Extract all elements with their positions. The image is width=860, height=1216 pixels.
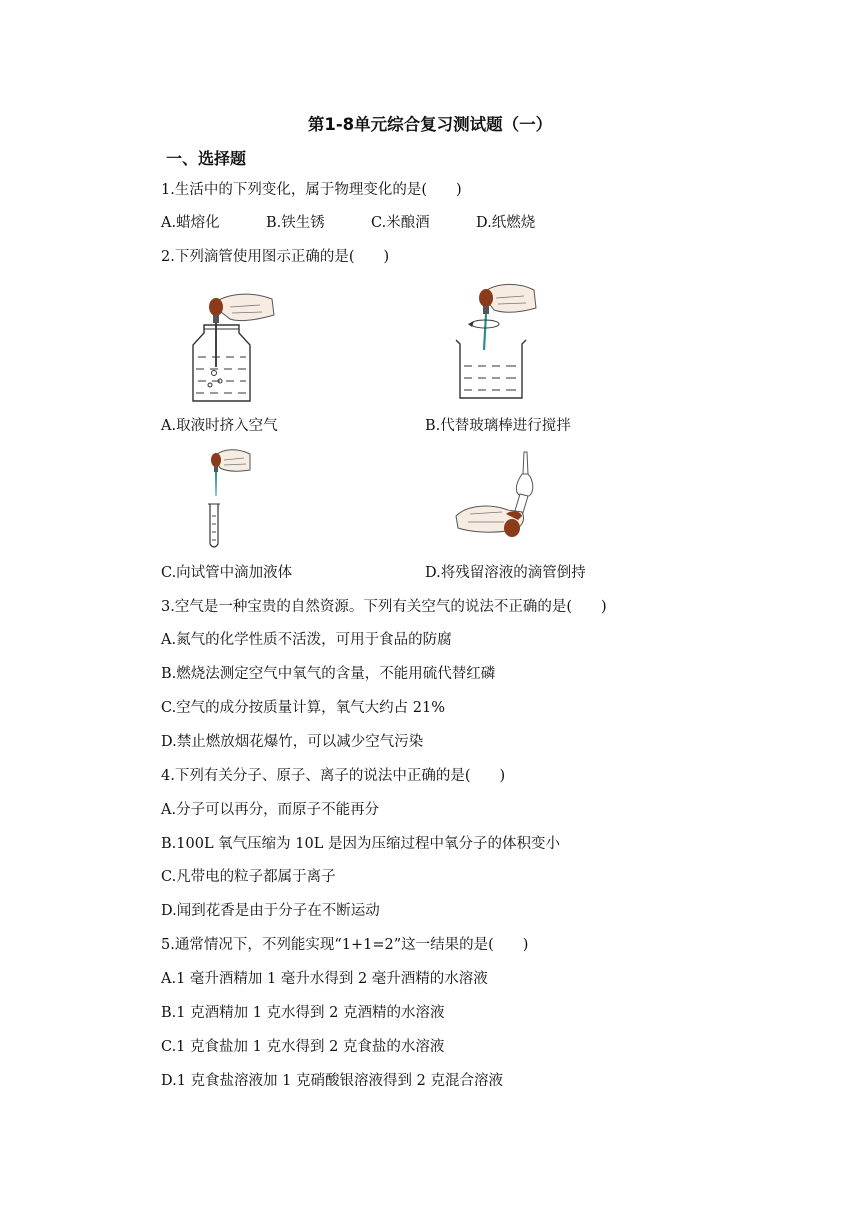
q4-option-c: C.凡带电的粒子都属于离子 (161, 869, 336, 885)
q5-option-b: B.1 克酒精加 1 克水得到 2 克酒精的水溶液 (161, 1005, 445, 1021)
figure-b-dropper-stirring (450, 280, 540, 402)
q5-option-a: A.1 毫升酒精加 1 毫升水得到 2 毫升酒精的水溶液 (161, 971, 488, 987)
figure-d-caption: D.将残留溶液的滴管倒持 (425, 565, 586, 581)
q4-option-a: A.分子可以再分，而原子不能再分 (161, 802, 380, 818)
section-heading: 一、选择题 (166, 149, 247, 168)
q5-option-d: D.1 克食盐溶液加 1 克硝酸银溶液得到 2 克混合溶液 (161, 1073, 503, 1089)
figure-b-caption: B.代替玻璃棒进行搅拌 (425, 418, 571, 434)
q3-option-d: D.禁止燃放烟花爆竹，可以减少空气污染 (161, 734, 424, 750)
figure-a-dropper-in-bottle (190, 285, 280, 405)
page-title: 第1-8单元综合复习测试题（一） (307, 115, 553, 134)
q3-option-b: B.燃烧法测定空气中氧气的含量，不能用硫代替红磷 (161, 666, 496, 682)
q1-option-a: A.蜡熔化 (161, 215, 220, 231)
question-5-stem: 5.通常情况下，不列能实现“1+1=2”这一结果的是( ) (161, 937, 529, 953)
q1-option-c: C.米酿酒 (371, 215, 430, 231)
q5-option-c: C.1 克食盐加 1 克水得到 2 克食盐的水溶液 (161, 1039, 445, 1055)
question-1-stem: 1.生活中的下列变化，属于物理变化的是( ) (161, 182, 462, 198)
q1-option-b: B.铁生锈 (266, 215, 325, 231)
figure-d-dropper-inverted (452, 448, 548, 552)
question-3-stem: 3.空气是一种宝贵的自然资源。下列有关空气的说法不正确的是( ) (161, 599, 607, 615)
q1-option-d: D.纸燃烧 (476, 215, 536, 231)
question-4-stem: 4.下列有关分子、原子、离子的说法中正确的是( ) (161, 768, 506, 784)
question-2-stem: 2.下列滴管使用图示正确的是( ) (161, 249, 390, 265)
q4-option-d: D.闻到花香是由于分子在不断运动 (161, 903, 380, 919)
figure-c-caption: C.向试管中滴加液体 (161, 565, 293, 581)
figure-a-caption: A.取液时挤入空气 (161, 418, 278, 434)
q3-option-c: C.空气的成分按质量计算，氧气大约占 21% (161, 700, 446, 716)
q4-option-b: B.100L 氧气压缩为 10L 是因为压缩过程中氧分子的体积变小 (161, 836, 560, 852)
q3-option-a: A.氮气的化学性质不活泼，可用于食品的防腐 (161, 632, 452, 648)
figure-c-dropper-test-tube (198, 446, 254, 554)
